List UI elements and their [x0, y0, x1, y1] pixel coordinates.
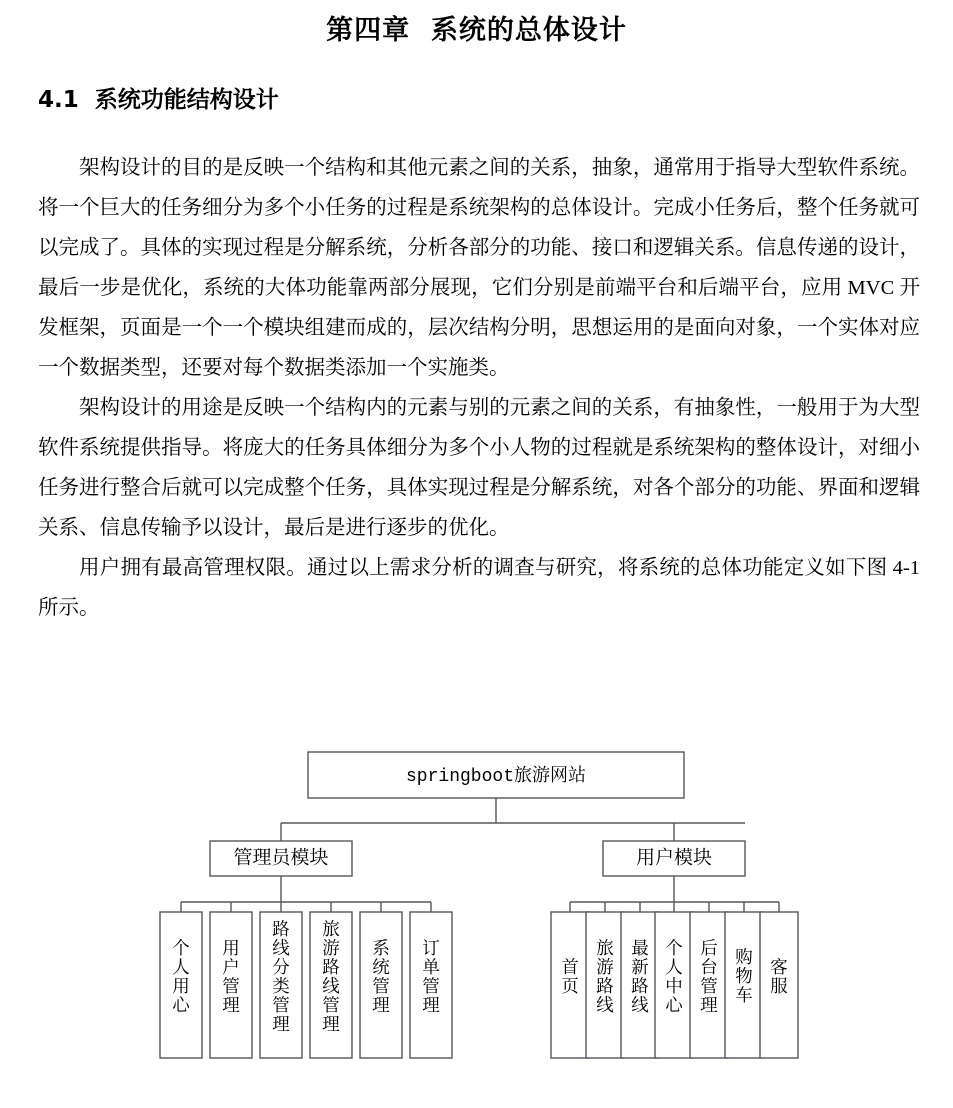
- node-admin-leaf-box-2: [210, 912, 252, 1058]
- node-admin-leaf-box-4: [310, 912, 352, 1058]
- node-user-leaf-box-1: [551, 912, 589, 1058]
- section-heading: 4.1 系统功能结构设计: [38, 87, 279, 113]
- node-user-leaf-label-1: 首页: [561, 957, 579, 996]
- node-user-leaf-box-7: [760, 912, 798, 1058]
- node-admin-leaf-box-5: [360, 912, 402, 1058]
- node-user-leaf-label-5: 后台管理: [700, 938, 718, 1015]
- node-user-leaf-box-2: [586, 912, 624, 1058]
- paragraph-3: 用户拥有最高管理权限。通过以上需求分析的调查与研究，将系统的总体功能定义如下图 4-1 所示。: [38, 557, 920, 619]
- node-user-leaf-label-7: 客服: [770, 957, 788, 996]
- node-admin-leaf-label-1: 个人用心: [172, 938, 190, 1015]
- node-user-leaf-label-4: 个人中心: [665, 938, 683, 1015]
- chapter-title: 第四章 系统的总体设计: [326, 15, 627, 46]
- paragraph-2: 架构设计的用途是反映一个结构内的元素与别的元素之间的关系，有抽象性，一般用于为大型软件系统提供指导。将庞大的任务具体细分为多个小人物的过程就是系统架构的整体设计，对细小任务进行整合后就可以完成整个任务，具体实现过程是分解系统，对各个部分的功能、界面和逻辑关系、信息传输予以设计，最后是进行逐步的优化。: [38, 397, 920, 539]
- node-admin-leaf-label-4: 旅游路线管理: [322, 919, 340, 1034]
- node-user-leaf-label-2: 旅游路线: [596, 938, 614, 1015]
- node-user-leaf-box-5: [690, 912, 728, 1058]
- node-admin-leaf-label-3: 路线分类管理: [272, 919, 290, 1034]
- node-admin-leaf-box-1: [160, 912, 202, 1058]
- diagram-canvas: [0, 735, 953, 1085]
- node-admin-leaf-label-5: 系统管理: [372, 938, 390, 1015]
- node-user-leaf-label-6: 购物车: [735, 947, 753, 1005]
- node-user-leaf-box-4: [655, 912, 693, 1058]
- node-user-module-label: 用户模块: [635, 847, 713, 869]
- node-user-leaf-box-6: [725, 912, 763, 1058]
- node-admin-leaf-box-6: [410, 912, 452, 1058]
- node-admin-leaf-box-3: [260, 912, 302, 1058]
- node-admin-leaf-label-6: 订单管理: [422, 938, 440, 1015]
- node-user-leaf-label-3: 最新路线: [631, 938, 649, 1015]
- system-function-structure-diagram: [0, 735, 953, 1085]
- node-root-label: springboot旅游网站: [405, 766, 587, 787]
- node-user-leaf-box-3: [621, 912, 659, 1058]
- paragraph-1: 架构设计的目的是反映一个结构和其他元素之间的关系，抽象，通常用于指导大型软件系统。将一个巨大的任务细分为多个小任务的过程是系统架构的总体设计。完成小任务后，整个任务就可以完成了。具体的实现过程是分解系统，分析各部分的功能、接口和逻辑关系。信息传递的设计，最后一步是优化，系统的大体功能靠两部分展现，它们分别是前端平台和后端平台，应用 MVC 开发框架，页面是一个一个模块组建而成的，层次结构分明，思想运用的是面向对象，一个实体对应一个数据类型，还要对每个数据类添加一个实施类。: [38, 157, 920, 379]
- node-admin-leaf-label-2: 用户管理: [222, 938, 240, 1015]
- body-text: [38, 148, 920, 628]
- node-admin-module-label: 管理员模块: [233, 847, 329, 869]
